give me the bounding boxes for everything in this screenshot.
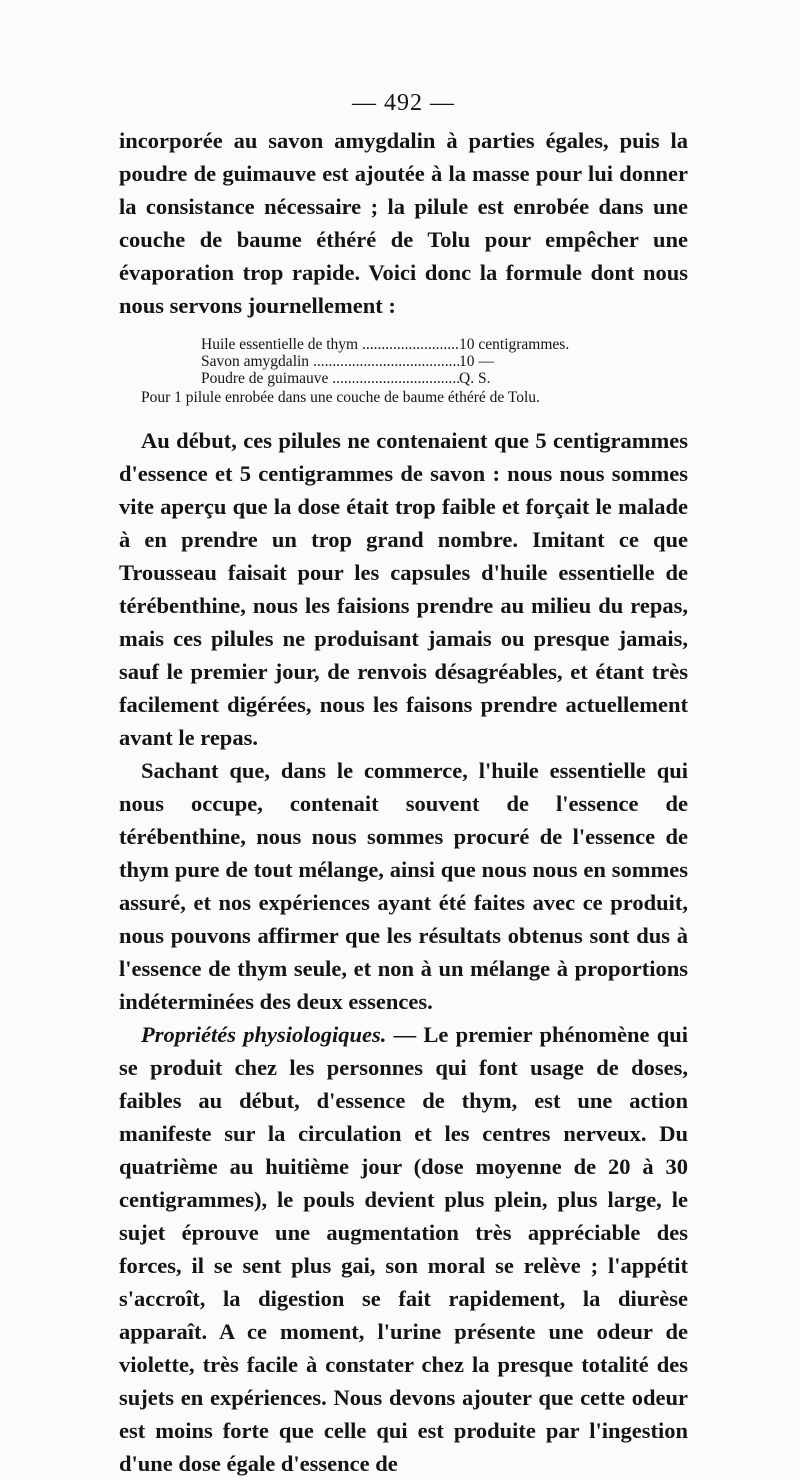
paragraph-proprietes: [119, 1018, 688, 1480]
paragraph-debut: Au début, ces pilules ne contenaient que 5 centigrammes d'essence et 5 centigrammes de savon : nous nous sommes vite aperçu que la dose était trop faible et forçait le malade à en prendre un trop grand nombre. Imitant ce que Trousseau faisait pour les capsules d'huile essentielle de térébenthine, nous les faisions prendre au milieu du repas, mais ces pilules ne produisant jamais ou presque jamais, sauf le premier jour, de renvois désagréables, et étant très facilement digérées, nous les faisons prendre actuellement avant le repas.: [119, 428, 688, 750]
formula-row: [119, 370, 688, 387]
page-number: — 492 —: [352, 90, 455, 116]
section-text: — Le premier phénomène qui se produit chez les personnes qui font usage de doses, faibles au début, d'essence de thym, est une action manifeste sur la circulation et les centres nerveux. Du quatrième au huitième jour (dose moyenne de 20 à 30 centigrammes), le pouls devient plus plein, plus large, le sujet éprouve une augmentation très appréciable des forces, il se sent plus gai, son moral se relève ; l'appétit s'accroît, la digestion se fait rapidement, la diurèse apparaît. A ce moment, l'urine présente une odeur de violette, très facile à constater chez la presque totalité des sujets en expériences. Nous devons ajouter que cette odeur est moins forte que celle qui est produite par l'ingestion d'une dose égale d'essence de: [119, 1022, 688, 1476]
formula-row: [119, 336, 688, 353]
paragraph-commerce: Sachant que, dans le commerce, l'huile essentielle qui nous occupe, contenait souvent de l'essence de térébenthine, nous nous sommes procuré de l'essence de thym pure de tout mélange, ainsi que nous nous en sommes assuré, et nos expériences ayant été faites avec ce produit, nous pouvons affirmer que les résultats obtenus sont dus à l'essence de thym seule, et non à un mélange à proportions indéterminées des deux essences.: [119, 758, 688, 1014]
formula-quantity: 10 —: [459, 353, 494, 370]
formula-ingredient: Huile essentielle de thym .....: [201, 336, 459, 353]
section-heading: Propriétés physiologiques.: [141, 1022, 387, 1047]
paragraph-intro: incorporée au savon amygdalin à parties égales, puis la poudre de guimauve est ajoutée à la masse pour lui donner la consistance nécessaire ; la pilule est enrobée dans une couche de baume éthéré de Tolu pour empêcher une évaporation trop rapide. Voici donc la formule dont nous nous servons journellement :: [119, 128, 688, 318]
formula-quantity: Q. S.: [459, 370, 491, 387]
formula-quantity: 10 centigrammes.: [459, 336, 570, 353]
pill-formula: [119, 336, 688, 387]
formula-note: Pour 1 pilule enrobée dans une couche de baume éthéré de Tolu.: [141, 389, 540, 406]
formula-ingredient: Savon amygdalin .....: [201, 353, 459, 370]
formula-ingredient: Poudre de guimauve .....: [201, 370, 459, 387]
formula-row: [119, 353, 688, 370]
